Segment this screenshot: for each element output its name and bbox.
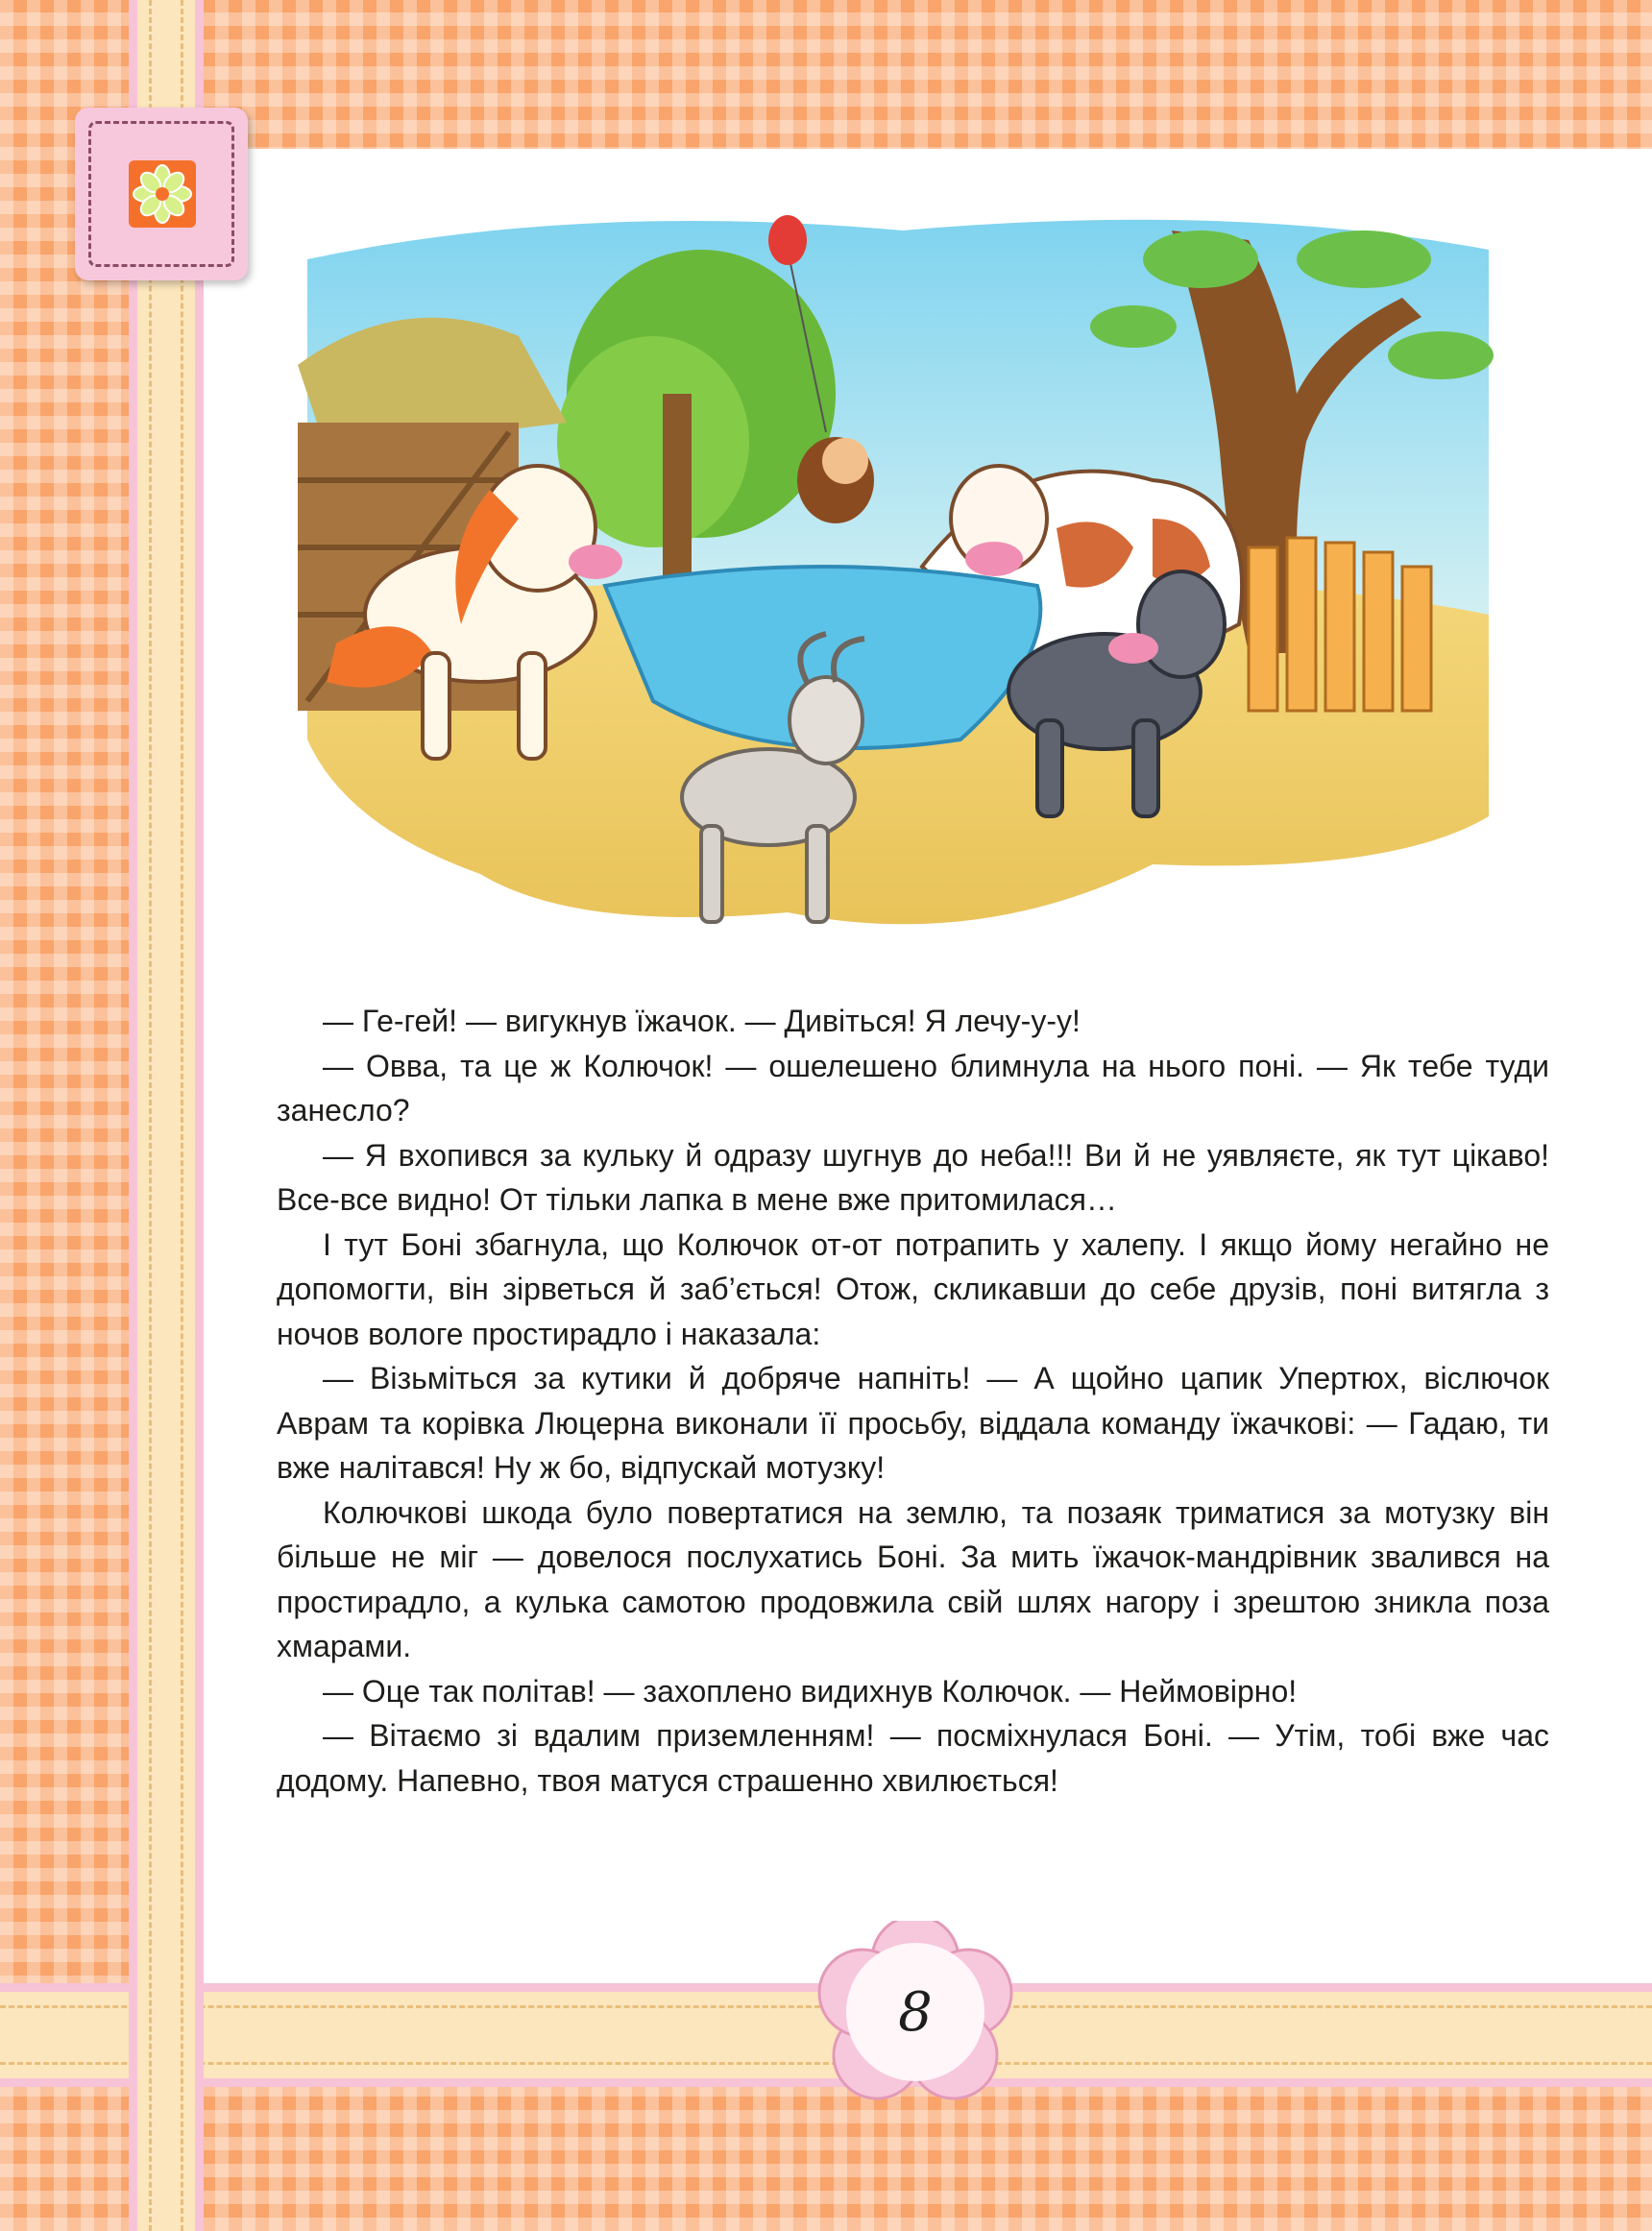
story-paragraph: Колючкові шкода було повертатися на землю, та позаяк триматися за мотузку він більше не міг — довелося послухатись Боні. За мить їжачок-мандрівник звалився на простирадло, а кулька самотою продовжила свій шлях нагору і зрештою зникла поза хмарами.	[277, 1494, 1549, 1663]
corner-tag	[75, 108, 248, 280]
story-paragraph: — Овва, та це ж Колючок! — ошелешено блимнула на нього поні. — Як тебе туди занесло?	[277, 1048, 1549, 1128]
story-text	[277, 999, 1549, 1803]
page-number-badge	[814, 1921, 1016, 2103]
story-paragraph: — Я вхопився за кульку й одразу шугнув до неба!!! Ви й не уявляєте, як тут цікаво! Все-все видно! От тільки лапка в мене вже притомилася…	[277, 1137, 1549, 1217]
page-number: 8	[898, 1980, 933, 2044]
story-paragraph: — Оце так політав! — захоплено видихнув Колючок. — Неймовірно!	[323, 1673, 1298, 1709]
flower-icon	[129, 160, 196, 228]
left-ribbon	[129, 0, 204, 2231]
story-paragraph: — Вітаємо зі вдалим приземленням! — посміхнулася Боні. — Утім, тобі вже час додому. Напевно, твоя матуся страшенно хвилюється!	[277, 1718, 1549, 1798]
story-paragraph: — Візьміться за кутики й добряче напніть! — А щойно цапик Упертюх, віслючок Аврам та корівка Люцерна виконали її просьбу, віддала команду їжачкові: — Гадаю, ти вже налітався! Ну ж бо, відпускай мотузку!	[277, 1361, 1549, 1485]
farm-animals-blanket-illustration	[288, 202, 1508, 970]
story-paragraph: — Ге-гей! — вигукнув їжачок. — Дивіться! Я лечу-у-у!	[323, 1004, 1081, 1038]
story-paragraph: І тут Боні збагнула, що Колючок от-от потрапить у халепу. І якщо йому негайно не допомогти, він зірветься й заб’ється! Отож, скликавши до себе друзів, поні витягла з ночов вологе простирадло і наказала:	[277, 1226, 1549, 1351]
